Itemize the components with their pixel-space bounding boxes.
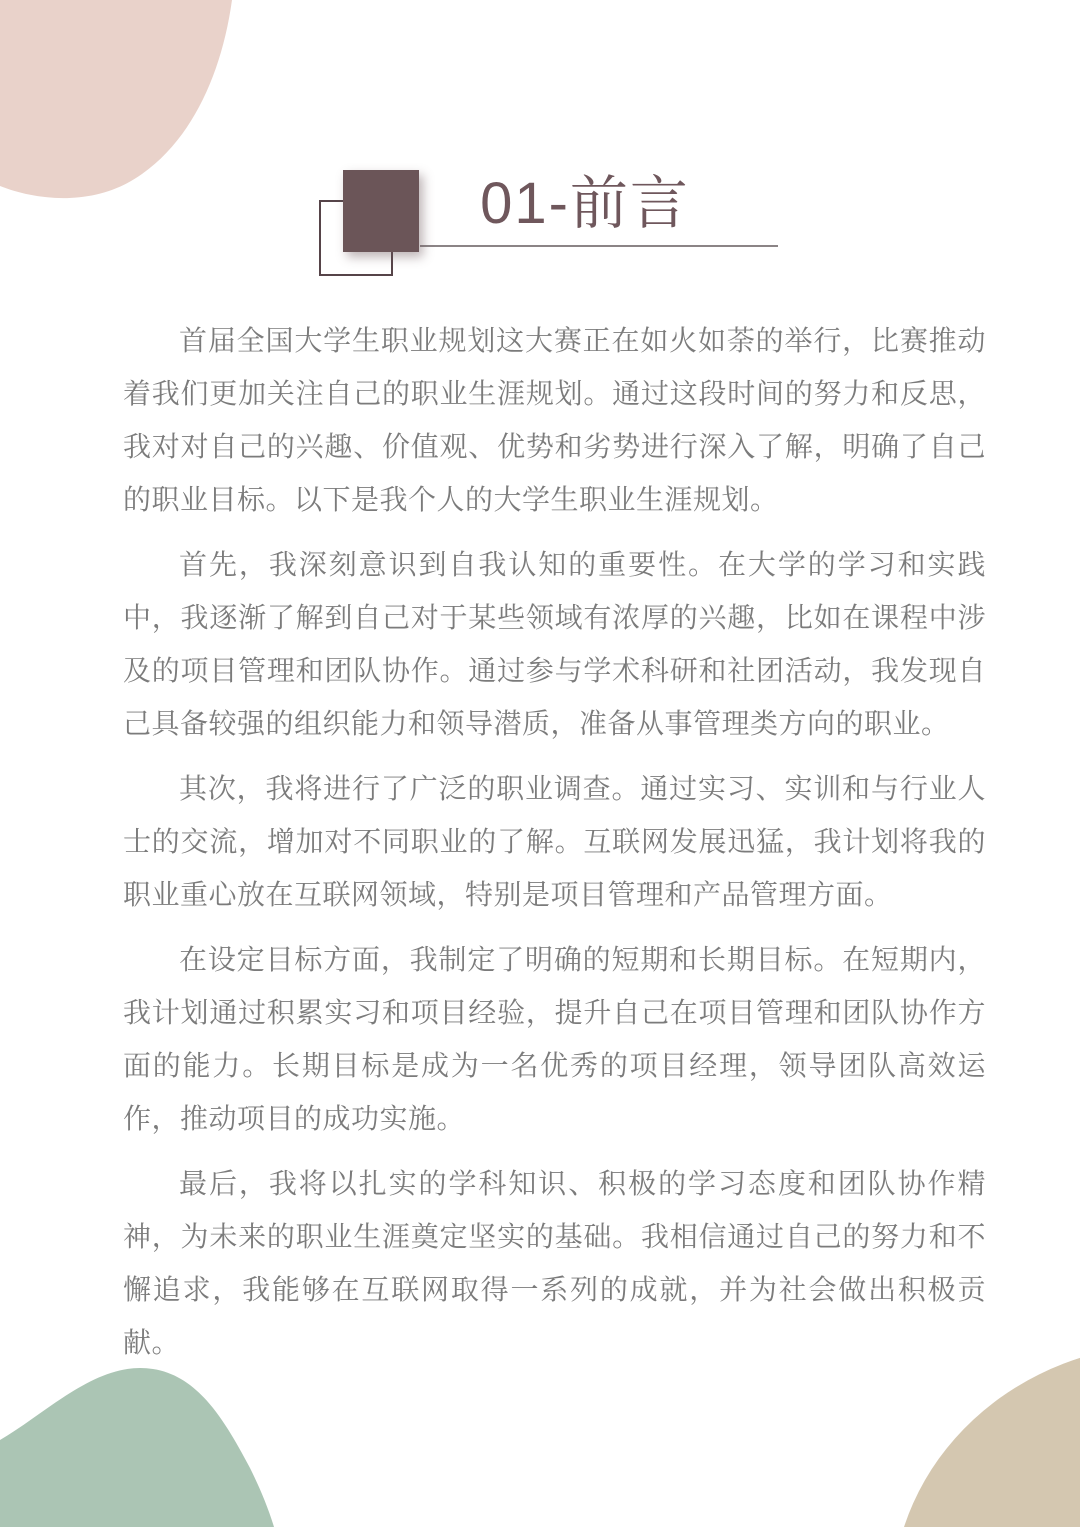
- green-wave-decoration: [0, 1368, 274, 1527]
- paragraph-5: 最后，我将以扎实的学科知识、积极的学习态度和团队协作精神，为未来的职业生涯奠定坚实的基础。我相信通过自己的努力和不懈追求，我能够在互联网取得一系列的成就，并为社会做出积极贡献。: [123, 1168, 986, 1358]
- paragraph-1: 首届全国大学生职业规划这大赛正在如火如荼的举行，比赛推动着我们更加关注自己的职业生涯规划。通过这段时间的努力和反思，我对对自己的兴趣、价值观、优势和劣势进行深入了解，明确了自己的职业目标。以下是我个人的大学生职业生涯规划。: [123, 325, 986, 515]
- pink-blob-decoration: [0, 0, 232, 198]
- paragraph-4: 在设定目标方面，我制定了明确的短期和长期目标。在短期内，我计划通过积累实习和项目经验，提升自己在项目管理和团队协作方面的能力。长期目标是成为一名优秀的项目经理，领导团队高效运作，推动项目的成功实施。: [123, 944, 986, 1134]
- paragraph-2: 首先，我深刻意识到自我认知的重要性。在大学的学习和实践中，我逐渐了解到自己对于某些领域有浓厚的兴趣，比如在课程中涉及的项目管理和团队协作。通过参与学术科研和社团活动，我发现自己具备较强的组织能力和领导潜质，准备从事管理类方向的职业。: [123, 549, 986, 739]
- title-divider-line: [420, 245, 778, 247]
- title-square-filled: [343, 170, 419, 252]
- paragraph-3: 其次，我将进行了广泛的职业调查。通过实习、实训和与行业人士的交流，增加对不同职业的了解。互联网发展迅猛，我计划将我的职业重心放在互联网领域，特别是项目管理和产品管理方面。: [123, 773, 986, 910]
- body-text: [123, 314, 986, 1381]
- section-title: 01-前言: [480, 171, 690, 236]
